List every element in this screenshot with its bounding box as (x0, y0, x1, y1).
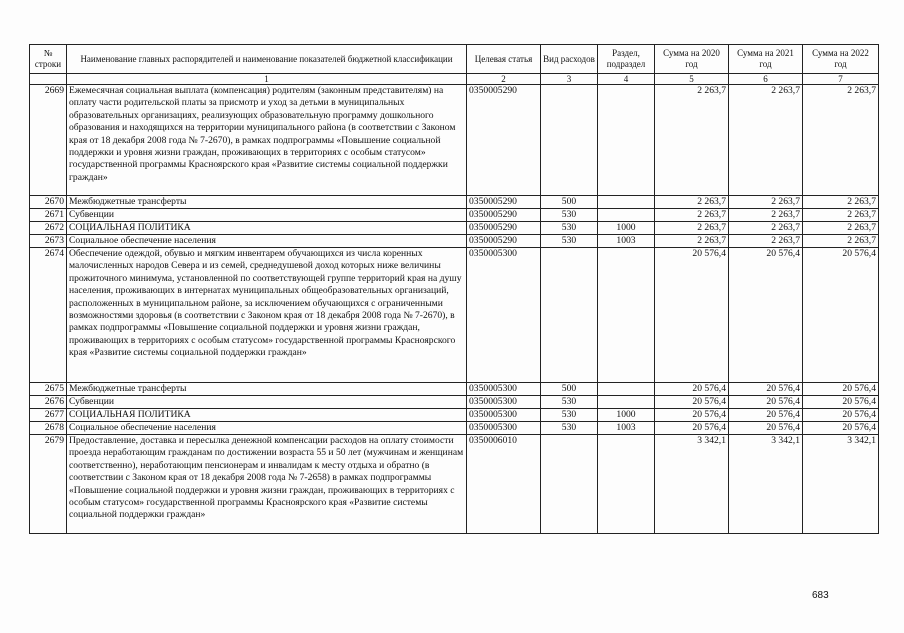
row-section (598, 196, 655, 209)
row-sum-2020: 20 576,4 (655, 248, 729, 383)
row-name: Межбюджетные трансферты (67, 383, 467, 396)
row-name: Ежемесячная социальная выплата (компенсация) родителям (законным представителям) на оплату части родительской платы за присмотр и уход за детьми в муниципальных образовательных организациях, реализующих образовательную программу дошкольного образования и находящихся на территории муниципального района (в соответствии с Законом края от 18 декабря 2008 года № 7-2670), в рамках подпрограммы «Повышение социальной поддержки и уровня жизни граждан, проживающих в территориях с особым статусом» государственной программы Красноярского края «Развитие системы социальной поддержки граждан» (67, 85, 467, 196)
table-row (30, 85, 879, 196)
row-number: 2676 (30, 396, 67, 409)
row-section (598, 396, 655, 409)
row-section (598, 248, 655, 383)
row-target: 0350005290 (467, 85, 541, 196)
row-sum-2022: 2 263,7 (803, 209, 879, 222)
page-number: 683 (812, 590, 829, 601)
table-row (30, 409, 879, 422)
row-name: Обеспечение одеждой, обувью и мягким инвентарем обучающихся из числа коренных малочисленных народов Севера и из семей, среднедушевой доход которых ниже величины прожиточного минимума, установленной по соответствующей группе территорий края на душу населения, проживающих в интернатах муниципальных общеобразовательных организаций, расположенных в муниципальном районе, за исключением обучающихся с ограниченными возможностями здоровья (в соответствии с Законом края от 18 декабря 2008 года № 7-2670), в рамках подпрограммы «Повышение социальной поддержки и уровня жизни граждан, проживающих в территориях с особым статусом» государственной программы Красноярского края «Развитие системы социальной поддержки граждан» (67, 248, 467, 383)
row-type: 530 (541, 396, 598, 409)
row-number: 2678 (30, 422, 67, 435)
row-section (598, 85, 655, 196)
row-sum-2021: 20 576,4 (729, 248, 803, 383)
row-target: 0350005300 (467, 383, 541, 396)
row-sum-2021: 20 576,4 (729, 396, 803, 409)
row-type (541, 248, 598, 383)
row-section: 1000 (598, 222, 655, 235)
table-row (30, 248, 879, 383)
row-sum-2020: 20 576,4 (655, 396, 729, 409)
row-target: 0350005300 (467, 248, 541, 383)
row-number: 2674 (30, 248, 67, 383)
row-type (541, 85, 598, 196)
row-target: 0350005290 (467, 222, 541, 235)
row-section: 1003 (598, 235, 655, 248)
column-number: 7 (803, 74, 879, 85)
row-number: 2673 (30, 235, 67, 248)
header-2022: Сумма на 2022 год (803, 45, 879, 74)
row-sum-2021: 20 576,4 (729, 409, 803, 422)
row-sum-2022: 20 576,4 (803, 383, 879, 396)
row-number: 2675 (30, 383, 67, 396)
row-name: Предоставление, доставка и пересылка денежной компенсации расходов на оплату стоимости проезда неработающим гражданам по достижении возраста 55 и 50 лет (мужчинам и женщинам соответственно), неработающим пенсионерам и инвалидам к месту отдыха и обратно (в соответствии с Законом края от 18 декабря 2008 года № 7-2658) в рамках подпрограммы «Повышение социальной поддержки и уровня жизни граждан, проживающих в территориях с особым статусом» государственной программы Красноярского края «Развитие системы социальной поддержки граждан» (67, 435, 467, 534)
header-row-number: № строки (30, 45, 67, 74)
row-type: 530 (541, 222, 598, 235)
row-sum-2020: 20 576,4 (655, 409, 729, 422)
header-target: Целевая статья (467, 45, 541, 74)
row-name: Межбюджетные трансферты (67, 196, 467, 209)
row-section (598, 383, 655, 396)
column-number: 6 (729, 74, 803, 85)
header-type: Вид расходов (541, 45, 598, 74)
row-number: 2670 (30, 196, 67, 209)
row-number: 2672 (30, 222, 67, 235)
row-number: 2671 (30, 209, 67, 222)
row-sum-2021: 2 263,7 (729, 222, 803, 235)
row-target: 0350005290 (467, 196, 541, 209)
table-row (30, 435, 879, 534)
column-number: 2 (467, 74, 541, 85)
row-name: Субвенции (67, 396, 467, 409)
row-sum-2021: 2 263,7 (729, 85, 803, 196)
row-sum-2020: 2 263,7 (655, 196, 729, 209)
row-sum-2020: 3 342,1 (655, 435, 729, 534)
row-target: 0350005300 (467, 409, 541, 422)
row-section: 1000 (598, 409, 655, 422)
row-sum-2020: 2 263,7 (655, 85, 729, 196)
row-type: 530 (541, 209, 598, 222)
row-name: СОЦИАЛЬНАЯ ПОЛИТИКА (67, 222, 467, 235)
column-number: 4 (598, 74, 655, 85)
row-section (598, 209, 655, 222)
row-target: 0350005300 (467, 422, 541, 435)
row-target: 0350005300 (467, 396, 541, 409)
row-target: 0350006010 (467, 435, 541, 534)
row-sum-2020: 2 263,7 (655, 209, 729, 222)
row-target: 0350005290 (467, 235, 541, 248)
table-row (30, 209, 879, 222)
row-sum-2021: 2 263,7 (729, 209, 803, 222)
row-sum-2022: 20 576,4 (803, 396, 879, 409)
row-sum-2022: 20 576,4 (803, 248, 879, 383)
row-sum-2020: 20 576,4 (655, 422, 729, 435)
row-name: Субвенции (67, 209, 467, 222)
column-number: 5 (655, 74, 729, 85)
table-row (30, 222, 879, 235)
row-type: 500 (541, 383, 598, 396)
row-type: 530 (541, 409, 598, 422)
table-header-row (30, 45, 879, 74)
header-2020: Сумма на 2020 год (655, 45, 729, 74)
row-type: 530 (541, 422, 598, 435)
row-sum-2022: 20 576,4 (803, 422, 879, 435)
table-row (30, 196, 879, 209)
row-number: 2669 (30, 85, 67, 196)
row-sum-2022: 3 342,1 (803, 435, 879, 534)
table-row (30, 383, 879, 396)
column-number-row (30, 74, 879, 85)
row-sum-2020: 2 263,7 (655, 222, 729, 235)
table-row (30, 396, 879, 409)
row-sum-2020: 20 576,4 (655, 383, 729, 396)
row-sum-2021: 20 576,4 (729, 383, 803, 396)
column-number: 1 (67, 74, 467, 85)
table-row (30, 235, 879, 248)
table-row (30, 422, 879, 435)
row-sum-2021: 3 342,1 (729, 435, 803, 534)
row-name: Социальное обеспечение населения (67, 422, 467, 435)
header-section: Раздел, подраздел (598, 45, 655, 74)
row-name: Социальное обеспечение населения (67, 235, 467, 248)
row-sum-2020: 2 263,7 (655, 235, 729, 248)
row-name: СОЦИАЛЬНАЯ ПОЛИТИКА (67, 409, 467, 422)
row-sum-2022: 2 263,7 (803, 85, 879, 196)
row-sum-2022: 20 576,4 (803, 409, 879, 422)
row-sum-2021: 2 263,7 (729, 196, 803, 209)
row-type: 530 (541, 235, 598, 248)
header-name: Наименование главных распорядителей и наименование показателей бюджетной классификации (67, 45, 467, 74)
row-section (598, 435, 655, 534)
row-type: 500 (541, 196, 598, 209)
row-sum-2021: 2 263,7 (729, 235, 803, 248)
row-target: 0350005290 (467, 209, 541, 222)
row-number: 2679 (30, 435, 67, 534)
row-section: 1003 (598, 422, 655, 435)
header-2021: Сумма на 2021 год (729, 45, 803, 74)
budget-table (29, 44, 879, 534)
row-sum-2021: 20 576,4 (729, 422, 803, 435)
row-sum-2022: 2 263,7 (803, 196, 879, 209)
row-number: 2677 (30, 409, 67, 422)
column-number (30, 74, 67, 85)
row-sum-2022: 2 263,7 (803, 235, 879, 248)
row-type (541, 435, 598, 534)
column-number: 3 (541, 74, 598, 85)
row-sum-2022: 2 263,7 (803, 222, 879, 235)
